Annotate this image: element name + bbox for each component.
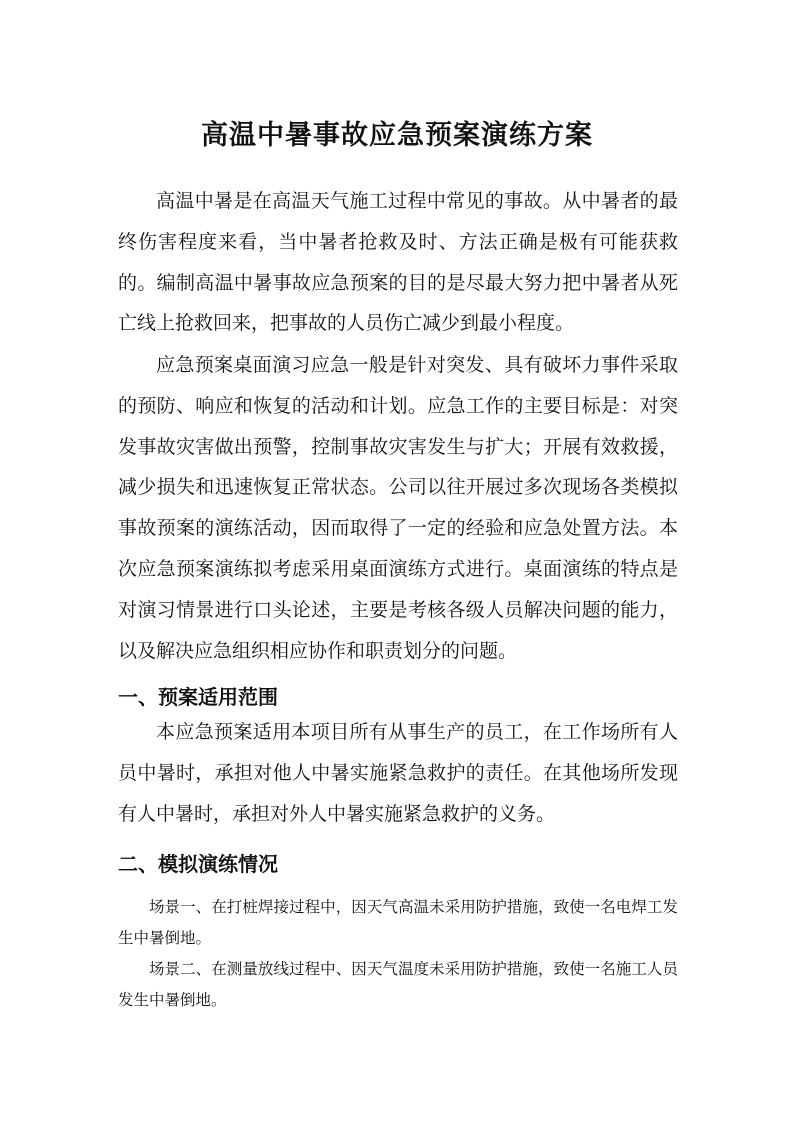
scenario-2: 场景二、在测量放线过程中、因天气温度未采用防护措施，致使一名施工人员发生中暑倒地。 (118, 960, 678, 1009)
section-heading-scope: 一、预案适用范围 (118, 685, 278, 709)
section-heading-drill-scenarios: 二、模拟演练情况 (118, 852, 278, 876)
intro-paragraph-2: 应急预案桌面演习应急一般是针对突发、具有破坏力事件采取的预防、响应和恢复的活动和计划。应急工作的主要目标是：对突发事故灾害做出预警，控制事故灾害发生与扩大；开展有效救援，减少损失和迅速恢复正常状态。公司以往开展过多次现场各类模拟事故预案的演练活动，因而取得了一定的经验和应急处置方法。本次应急预案演练拟考虑采用桌面演练方式进行。桌面演练的特点是对演习情景进行口头论述，主要是考核各级人员解决问题的能力，以及解决应急组织相应协作和职责划分的问题。 (118, 354, 678, 662)
scope-paragraph: 本应急预案适用本项目所有从事生产的员工，在工作场所有人员中暑时，承担对他人中暑实施紧急救护的责任。在其他场所发现有人中暑时，承担对外人中暑实施紧急救护的义务。 (118, 721, 678, 825)
intro-paragraph-1: 高温中暑是在高温天气施工过程中常见的事故。从中暑者的最终伤害程度来看，当中暑者抢救及时、方法正确是极有可能获救的。编制高温中暑事故应急预案的目的是尽最大努力把中暑者从死亡线上抢救回来，把事故的人员伤亡减少到最小程度。 (118, 190, 678, 335)
scenario-1: 场景一、在打桩焊接过程中，因天气高温未采用防护措施，致使一名电焊工发生中暑倒地。 (118, 898, 678, 947)
document-title: 高温中暑事故应急预案演练方案 (201, 120, 593, 152)
